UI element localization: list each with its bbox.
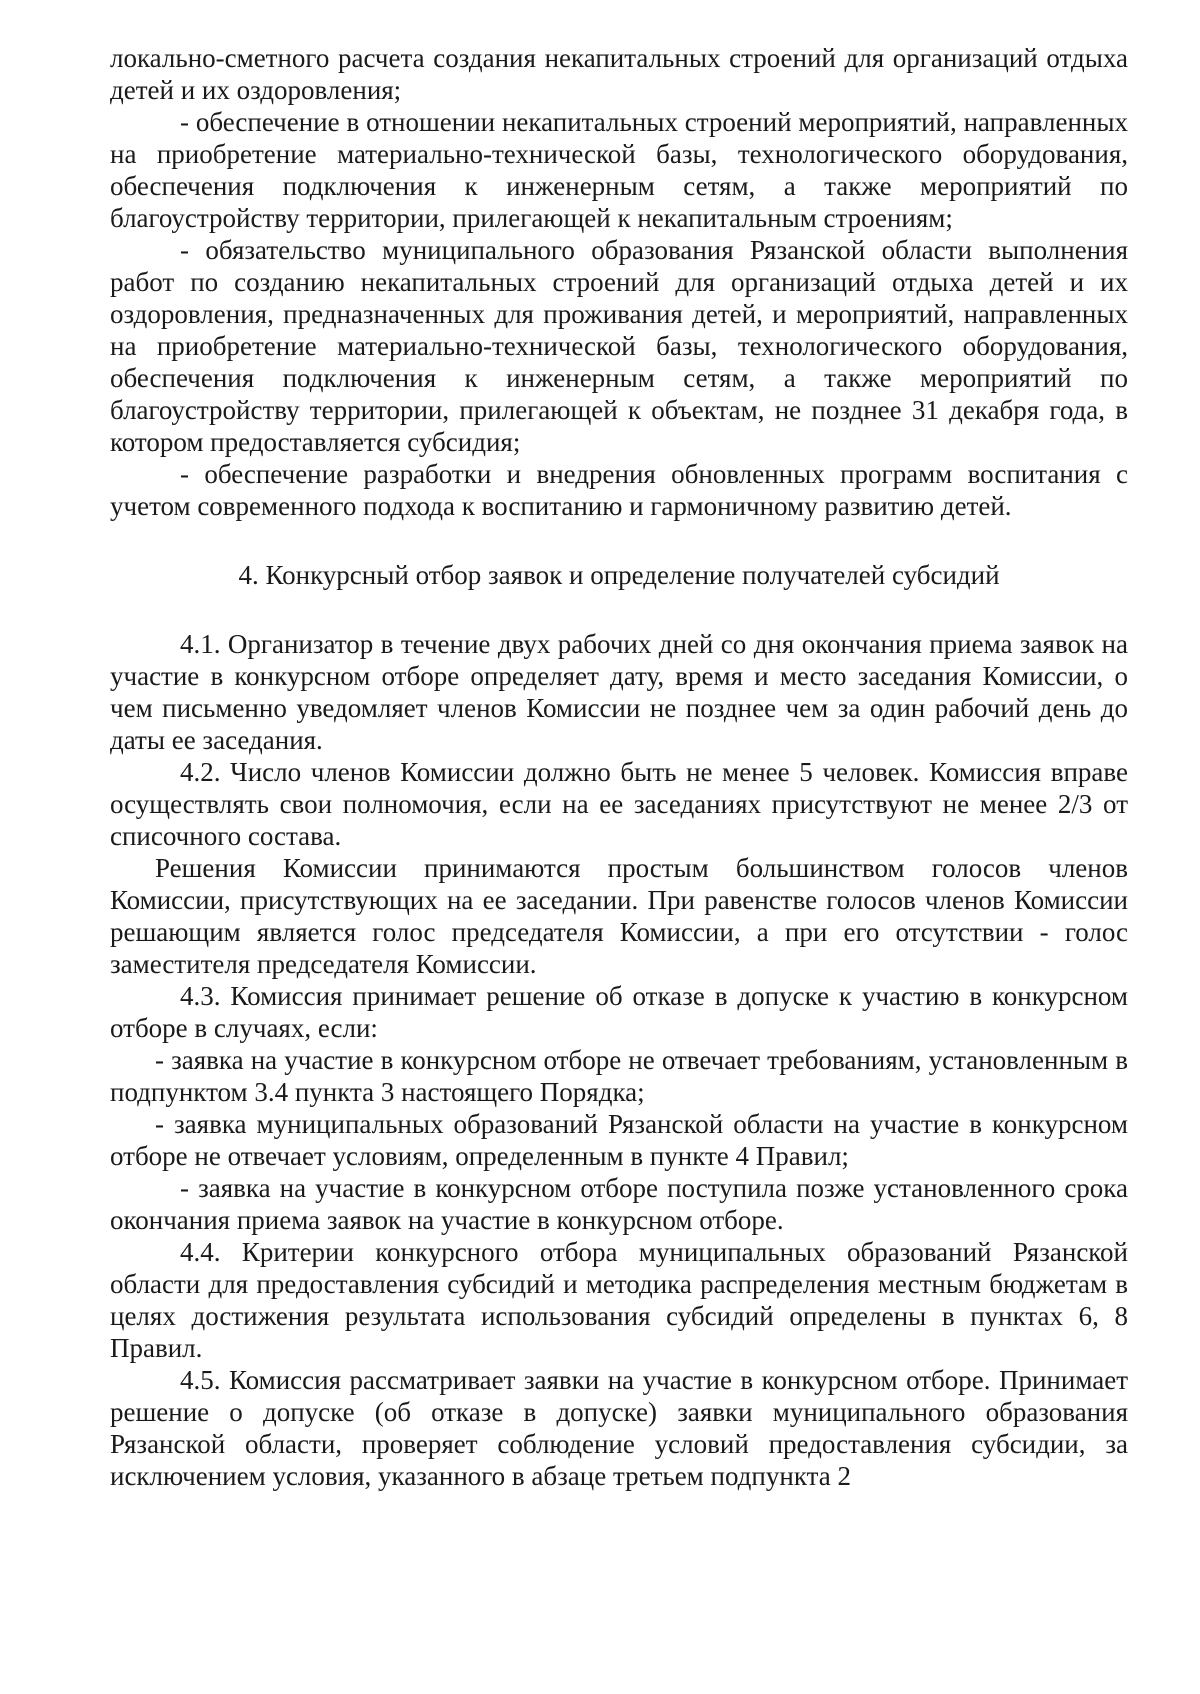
section-heading: 4. Конкурсный отбор заявок и определение получателей субсидий — [238, 560, 1000, 590]
paragraph-item-programs: - обеспечение разработки и внедрения обновленных программ воспитания с учетом современного подхода к воспитанию и гармоничному развитию детей. — [110, 459, 1128, 521]
paragraph-4-1: 4.1. Организатор в течение двух рабочих дней со дня окончания приема заявок на участие в конкурсном отборе определяет дату, время и место заседания Комиссии, о чем письменно уведомляет членов Комиссии не позднее чем за один рабочий день до даты ее заседания. — [110, 629, 1128, 755]
paragraph-4-5: 4.5. Комиссия рассматривает заявки на участие в конкурсном отборе. Принимает решение о допуске (об отказе в допуске) заявки муниципального образования Рязанской области, проверяет соблюдение условий предоставления субсидии, за исключением условия, указанного в абзаце третьем подпункта 2 — [110, 1365, 1128, 1491]
paragraph-4-2: 4.2. Число членов Комиссии должно быть не менее 5 человек. Комиссия вправе осуществлять свои полномочия, если на ее заседаниях присутствуют не менее 2/3 от списочного состава. — [110, 757, 1128, 851]
paragraph-continuation: локально-сметного расчета создания некапитальных строений для организаций отдыха детей и их оздоровления; — [110, 43, 1128, 105]
paragraph-item-facilities: - обеспечение в отношении некапитальных строений мероприятий, направленных на приобретение материально-технической базы, технологического оборудования, обеспечения подключения к инженерным сетям, а также мероприятий по благоустройству территории, прилегающей к некапитальным строениям; — [110, 107, 1128, 233]
document-body — [110, 42, 1128, 1492]
paragraph-refusal-reason-2: - заявка муниципальных образований Рязанской области на участие в конкурсном отборе не отвечает условиям, определенным в пункте 4 Правил; — [110, 1109, 1128, 1171]
paragraph-item-obligation: - обязательство муниципального образования Рязанской области выполнения работ по созданию некапитальных строений для организаций отдыха детей и их оздоровления, предназначенных для проживания детей, и мероприятий, направленных на приобретение материально-технической базы, технологического оборудования, обеспечения подключения к инженерным сетям, а также мероприятий по благоустройству территории, прилегающей к объектам, не позднее 31 декабря года, в котором предоставляется субсидия; — [110, 235, 1128, 457]
paragraph-decisions: Решения Комиссии принимаются простым большинством голосов членов Комиссии, присутствующих на ее заседании. При равенстве голосов членов Комиссии решающим является голос председателя Комиссии, а при его отсутствии - голос заместителя председателя Комиссии. — [110, 853, 1128, 979]
paragraph-4-4: 4.4. Критерии конкурсного отбора муниципальных образований Рязанской области для предоставления субсидий и методика распределения местным бюджетам в целях достижения результата использования субсидий определены в пунктах 6, 8 Правил. — [110, 1237, 1128, 1363]
paragraph-refusal-reason-3: - заявка на участие в конкурсном отборе поступила позже установленного срока окончания приема заявок на участие в конкурсном отборе. — [110, 1173, 1128, 1235]
paragraph-4-3: 4.3. Комиссия принимает решение об отказе в допуске к участию в конкурсном отборе в случаях, если: — [110, 981, 1128, 1043]
paragraph-refusal-reason-1: - заявка на участие в конкурсном отборе не отвечает требованиям, установленным в подпунктом 3.4 пункта 3 настоящего Порядка; — [110, 1045, 1128, 1107]
